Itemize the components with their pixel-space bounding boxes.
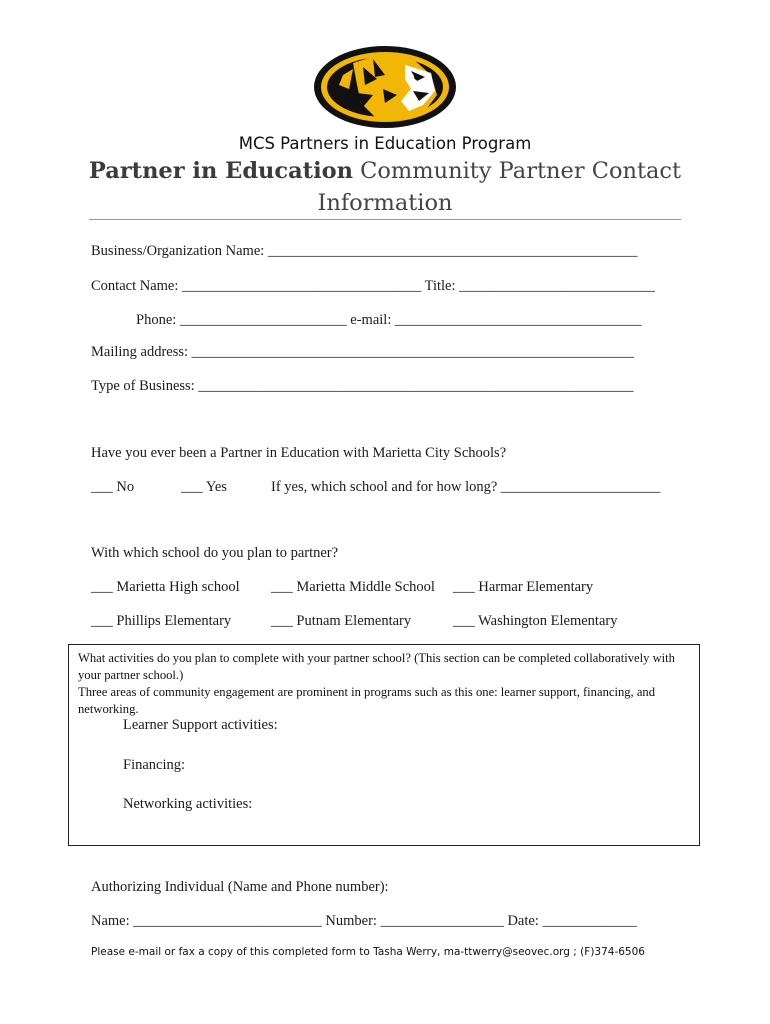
activities-areas: Three areas of community engagement are prominent in programs such as this one: learner support, financing, and networking.	[78, 685, 656, 716]
type-of-business-field[interactable]: Type of Business: ____________________________________________________________	[91, 378, 634, 394]
partner-history-question: Have you ever been a Partner in Education with Marietta City Schools?	[91, 445, 507, 461]
school-choice-question: With which school do you plan to partner?	[91, 545, 339, 561]
partner-followup-field[interactable]: If yes, which school and for how long? ______________________	[271, 479, 661, 495]
partner-yes-option[interactable]: ___ Yes	[181, 479, 227, 495]
school-option-marietta-high[interactable]: ___ Marietta High school	[91, 579, 240, 595]
tiger-logo	[313, 45, 457, 129]
business-name-field[interactable]: Business/Organization Name: ___________________________________________________	[91, 243, 638, 259]
school-option-phillips[interactable]: ___ Phillips Elementary	[91, 613, 232, 629]
authorization-signature-line[interactable]: Name: __________________________ Number: _________________ Date: _____________	[91, 913, 637, 929]
form-title	[60, 155, 710, 219]
phone-email-field[interactable]: Phone: _______________________ e-mail: __________________________________	[136, 312, 642, 328]
contact-name-title-field[interactable]: Contact Name: _________________________________ Title: ___________________________	[91, 278, 655, 294]
program-title: MCS Partners in Education Program	[238, 134, 532, 153]
authorizing-individual-label: Authorizing Individual (Name and Phone number):	[91, 879, 389, 895]
mailing-address-field[interactable]: Mailing address: _____________________________________________________________	[91, 344, 634, 360]
financing-label: Financing:	[123, 757, 186, 773]
school-option-putnam[interactable]: ___ Putnam Elementary	[271, 613, 412, 629]
school-option-harmar[interactable]: ___ Harmar Elementary	[453, 579, 594, 595]
networking-label: Networking activities:	[123, 796, 253, 812]
form-title-rest: Community Partner Contact Information	[317, 158, 682, 216]
activities-intro: What activities do you plan to complete with your partner school? (This section can be completed collaboratively with your partner school.)	[78, 651, 675, 682]
school-option-washington[interactable]: ___ Washington Elementary	[453, 613, 618, 629]
submission-note: Please e-mail or fax a copy of this completed form to Tasha Werry, ma-ttwerry@seovec.org ; (F)374-6506	[91, 946, 645, 958]
title-divider	[89, 219, 681, 220]
form-title-bold: Partner in Education	[88, 158, 353, 184]
school-option-marietta-middle[interactable]: ___ Marietta Middle School	[271, 579, 435, 595]
learner-support-label: Learner Support activities:	[123, 717, 278, 733]
partner-no-option[interactable]: ___ No	[91, 479, 135, 495]
